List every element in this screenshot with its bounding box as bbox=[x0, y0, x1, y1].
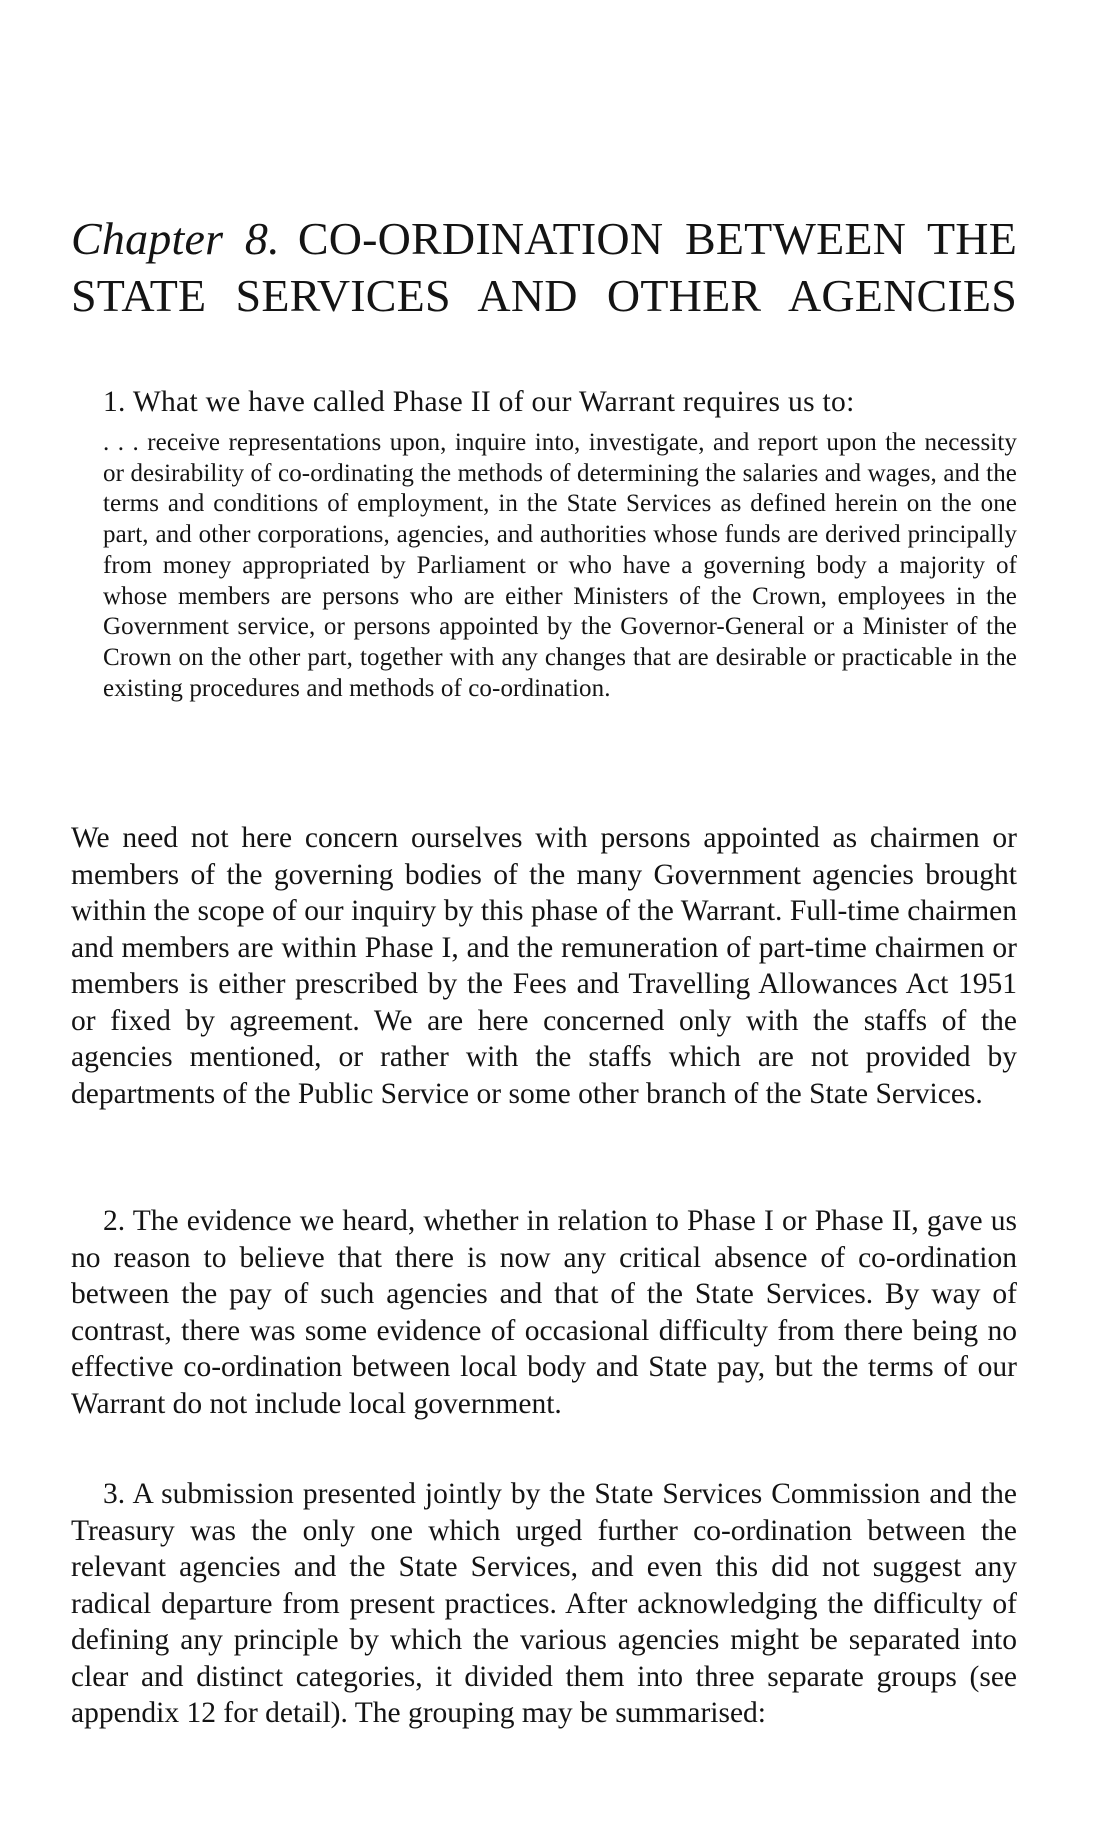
paragraph-2: 2. The evidence we heard, whether in relation to Phase I or Phase II, gave us no reason to believe that there is now any critical absence of co-ordination between the pay of such agencies and that of the State Services. By way of contrast, there was some evidence of occasional difficulty from there being no effective co-ordination between local body and State pay, but the terms of our Warrant do not include local government. bbox=[71, 1205, 1017, 1420]
chapter-title-part-1: CO-ORDINATION BETWEEN THE bbox=[297, 213, 1018, 264]
chapter-label: Chapter 8. bbox=[71, 213, 280, 264]
chapter-heading bbox=[71, 210, 1017, 324]
chapter-title-part-2: STATE SERVICES AND OTHER AGENCIES bbox=[71, 270, 1017, 321]
paragraph-3: 3. A submission presented jointly by the State Services Commission and the Treasury was the only one which urged further co-ordination between the relevant agencies and the State Services, and even this did not suggest any radical departure from present practices. After acknowledging the difficulty of defining any principle by which the various agencies might be separated into clear and distinct categories, it divided them into three separate groups (see appendix 12 for detail). The grouping may be summarised: bbox=[71, 1478, 1017, 1729]
paragraph-1-intro: 1. What we have called Phase II of our Warrant requires us to: bbox=[103, 386, 855, 418]
paragraph-1-continued: We need not here concern ourselves with persons appointed as chairmen or members of the governing bodies of the many Government agencies brought within the scope of our inquiry by this phase of the Warrant. Full-time chairmen and members are within Phase I, and the remuneration of part-time chairmen or members is either prescribed by the Fees and Travelling Allowances Act 1951 or fixed by agreement. We are here concerned only with the staffs of the agencies mentioned, or rather with the staffs which are not provided by departments of the Public Service or some other branch of the State Services. bbox=[71, 822, 1017, 1110]
warrant-quotation: . . . receive representations upon, inquire into, investigate, and report upon the necessity or desirability of co-ordinating the methods of determining the salaries and wages, and the terms and conditions of employment, in the State Services as defined herein on the one part, and other corporations, agencies, and authorities whose funds are derived principally from money appropriated by Parliament or who have a governing body a majority of whose members are persons who are either Ministers of the Crown, employees in the Government service, or persons appointed by the Governor-General or a Minister of the Crown on the other part, together with any changes that are desirable or practicable in the existing procedures and methods of co-ordination. bbox=[103, 429, 1017, 702]
chapter-heading-line-1 bbox=[71, 210, 1017, 267]
